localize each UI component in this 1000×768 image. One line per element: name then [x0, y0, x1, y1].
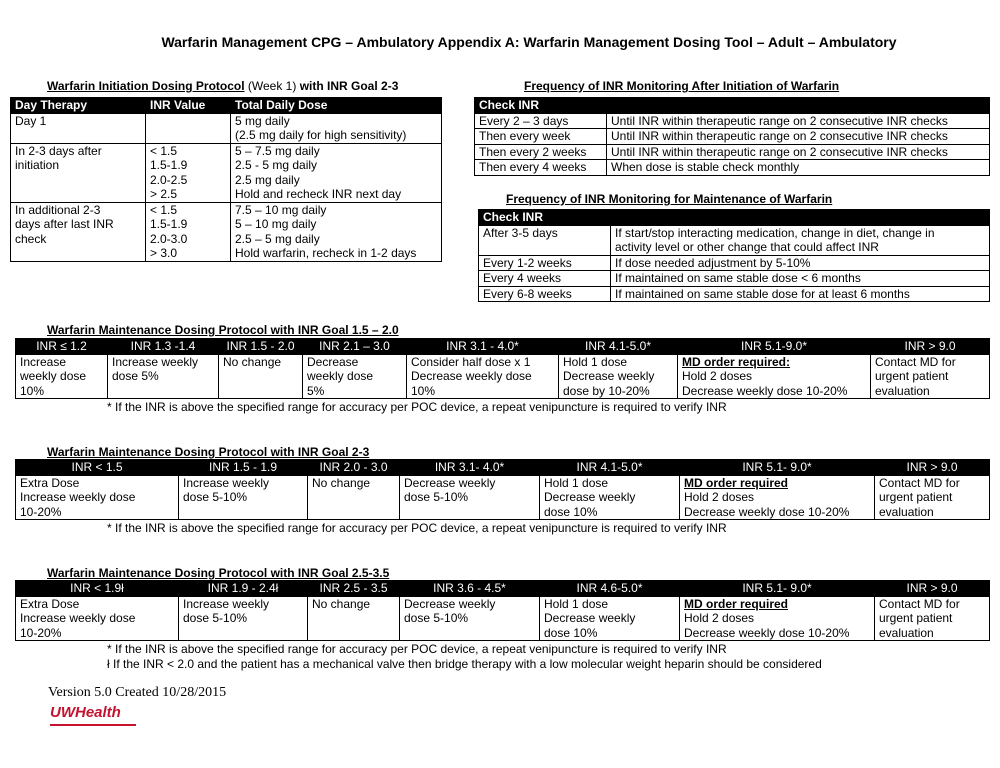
col-header: INR 2.1 – 3.0 [303, 339, 407, 355]
maint3-title: Warfarin Maintenance Dosing Protocol with INR Goal 2.5-3.5 [47, 566, 390, 580]
col-header: Total Daily Dose [231, 98, 442, 114]
dose-cell: Decrease weekly dose 5% [303, 354, 407, 399]
inr-cell [146, 113, 231, 143]
dose-cell: Hold 1 dose Decrease weekly dose by 10-20% [559, 354, 678, 399]
table-row [11, 202, 442, 261]
col-header: Day Therapy [11, 98, 146, 114]
logo-health: Health [75, 704, 121, 721]
dose-cell: No change [308, 475, 400, 520]
table-row [11, 113, 442, 143]
dose-cell: Increase weekly dose 5% [108, 354, 219, 399]
col-header: INR Value [146, 98, 231, 114]
initiation-title [47, 79, 398, 93]
col-header: Check INR [479, 210, 990, 226]
col-header: INR > 9.0 [871, 339, 990, 355]
col-header: INR 5.1- 9.0* [680, 581, 875, 597]
col-header: INR 1.5 - 2.0 [219, 339, 303, 355]
version-text: Version 5.0 Created 10/28/2015 [48, 685, 227, 700]
uw-health-logo [50, 704, 121, 721]
dose-cell: MD order required Hold 2 doses Decrease weekly dose 10-20% [680, 596, 875, 641]
table-row [16, 596, 990, 641]
freq-maint-title: Frequency of INR Monitoring for Maintenance of Warfarin [506, 192, 833, 206]
maint1-title: Warfarin Maintenance Dosing Protocol with INR Goal 1.5 – 2.0 [47, 323, 399, 337]
col-header: INR < 1.5 [16, 460, 179, 476]
condition-cell: Until INR within therapeutic range on 2 consecutive INR checks [607, 144, 990, 160]
dose-cell: Extra Dose Increase weekly dose 10-20% [16, 596, 179, 641]
freq-cell: Every 2 – 3 days [475, 113, 607, 129]
freq-cell: Every 6-8 weeks [479, 286, 611, 302]
col-header: INR 4.6-5.0* [540, 581, 680, 597]
table-row [475, 144, 990, 160]
dose-cell: Decrease weekly dose 5-10% [400, 596, 540, 641]
table-row [16, 354, 990, 399]
initiation-title-part: (Week 1) [244, 79, 300, 93]
col-header: INR 4.1-5.0* [540, 460, 680, 476]
document-title: Warfarin Management CPG – Ambulatory Appendix A: Warfarin Management Dosing Tool – Adult – Ambulatory [161, 34, 897, 50]
col-header: INR 1.3 -1.4 [108, 339, 219, 355]
footnote: * If the INR is above the specified range for accuracy per POC device, a repeat venipuncture is required to verify INR [107, 521, 727, 535]
condition-cell: If maintained on same stable dose for at least 6 months [611, 286, 990, 302]
initiation-title-part: Dosing Protocol [148, 79, 245, 93]
freq-cell: Every 1-2 weeks [479, 255, 611, 271]
dose-cell: Contact MD for urgent patient evaluation [875, 596, 990, 641]
col-header: INR 5.1- 9.0* [680, 460, 875, 476]
dose-cell: 5 – 7.5 mg daily 2.5 - 5 mg daily 2.5 mg daily Hold and recheck INR next day [231, 143, 442, 202]
table-row [479, 286, 990, 302]
freq-maint-table [478, 209, 990, 302]
freq-init-title: Frequency of INR Monitoring After Initiation of Warfarin [524, 79, 840, 93]
dose-cell: Hold 1 dose Decrease weekly dose 10% [540, 475, 680, 520]
dose-cell: Decrease weekly dose 5-10% [400, 475, 540, 520]
dose-cell: Increase weekly dose 10% [16, 354, 108, 399]
col-header: INR 2.5 - 3.5 [308, 581, 400, 597]
day-cell: In 2-3 days after initiation [11, 143, 146, 202]
table-row [475, 129, 990, 145]
dose-cell: No change [219, 354, 303, 399]
initiation-table [10, 97, 442, 262]
table-row [479, 225, 990, 255]
dose-cell: Contact MD for urgent patient evaluation [871, 354, 990, 399]
maint1-table [15, 338, 990, 399]
condition-cell: If maintained on same stable dose < 6 months [611, 271, 990, 287]
col-header: INR 4.1-5.0* [559, 339, 678, 355]
logo-uw: UW [50, 704, 75, 721]
footnote: * If the INR is above the specified range for accuracy per POC device, a repeat venipuncture is required to verify INR [107, 400, 727, 414]
col-header: Check INR [475, 98, 990, 114]
dose-cell: Contact MD for urgent patient evaluation [875, 475, 990, 520]
dose-cell: Increase weekly dose 5-10% [179, 475, 308, 520]
dose-cell: Increase weekly dose 5-10% [179, 596, 308, 641]
dose-cell: Hold 1 dose Decrease weekly dose 10% [540, 596, 680, 641]
footnote: * If the INR is above the specified range for accuracy per POC device, a repeat venipuncture is required to verify INR [107, 642, 727, 656]
freq-cell: Every 4 weeks [479, 271, 611, 287]
col-header: INR ≤ 1.2 [16, 339, 108, 355]
table-row [475, 160, 990, 176]
condition-cell: If dose needed adjustment by 5-10% [611, 255, 990, 271]
maint2-table [15, 459, 990, 520]
freq-cell: After 3-5 days [479, 225, 611, 255]
table-row [475, 113, 990, 129]
day-cell: Day 1 [11, 113, 146, 143]
freq-cell: Then every 2 weeks [475, 144, 607, 160]
initiation-title-part: with INR Goal 2-3 [299, 79, 399, 93]
freq-init-table [474, 97, 990, 176]
dose-cell: Extra Dose Increase weekly dose 10-20% [16, 475, 179, 520]
dose-cell: No change [308, 596, 400, 641]
col-header: INR 1.5 - 1.9 [179, 460, 308, 476]
table-row [11, 143, 442, 202]
condition-cell: When dose is stable check monthly [607, 160, 990, 176]
dose-cell: MD order required: Hold 2 doses Decrease weekly dose 10-20% [678, 354, 871, 399]
col-header: INR 3.1- 4.0* [400, 460, 540, 476]
inr-cell: < 1.5 1.5-1.9 2.0-2.5 > 2.5 [146, 143, 231, 202]
dose-cell: Consider half dose x 1 Decrease weekly dose 10% [407, 354, 559, 399]
col-header: INR 3.1 - 4.0* [407, 339, 559, 355]
col-header: INR 1.9 - 2.4ł [179, 581, 308, 597]
dose-cell: MD order required Hold 2 doses Decrease weekly dose 10-20% [680, 475, 875, 520]
col-header: INR 2.0 - 3.0 [308, 460, 400, 476]
table-row [16, 475, 990, 520]
condition-cell: Until INR within therapeutic range on 2 consecutive INR checks [607, 129, 990, 145]
maint3-table [15, 580, 990, 641]
col-header: INR 5.1-9.0* [678, 339, 871, 355]
footnote-valve: ł If the INR < 2.0 and the patient has a mechanical valve then bridge therapy with a low molecular weight heparin should be considered [107, 657, 822, 671]
dose-cell: 5 mg daily (2.5 mg daily for high sensitivity) [231, 113, 442, 143]
col-header: INR < 1.9ł [16, 581, 179, 597]
col-header: INR > 9.0 [875, 460, 990, 476]
freq-cell: Then every week [475, 129, 607, 145]
logo-underline [50, 724, 136, 726]
maint2-title: Warfarin Maintenance Dosing Protocol with INR Goal 2-3 [47, 445, 370, 459]
col-header: INR 3.6 - 4.5* [400, 581, 540, 597]
initiation-title-part: Warfarin Initiation [47, 79, 149, 93]
freq-cell: Then every 4 weeks [475, 160, 607, 176]
col-header: INR > 9.0 [875, 581, 990, 597]
condition-cell: If start/stop interacting medication, change in diet, change in activity level or other change that could affect INR [611, 225, 990, 255]
table-row [479, 255, 990, 271]
table-row [479, 271, 990, 287]
dose-cell: 7.5 – 10 mg daily 5 – 10 mg daily 2.5 – 5 mg daily Hold warfarin, recheck in 1-2 days [231, 202, 442, 261]
condition-cell: Until INR within therapeutic range on 2 consecutive INR checks [607, 113, 990, 129]
inr-cell: < 1.5 1.5-1.9 2.0-3.0 > 3.0 [146, 202, 231, 261]
day-cell: In additional 2-3 days after last INR check [11, 202, 146, 261]
